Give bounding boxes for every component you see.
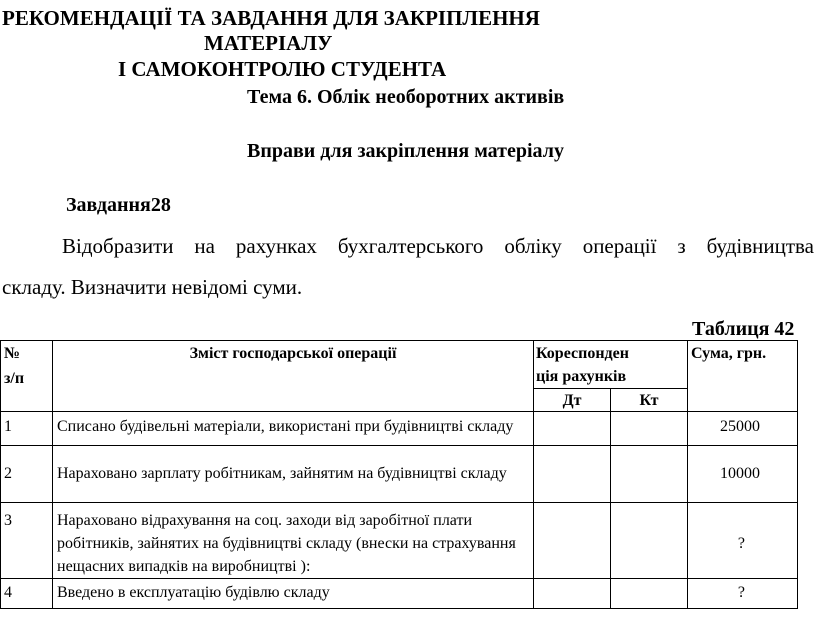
row-3-sum: ?: [737, 535, 745, 552]
row-3-text-line-3: нещасних випадків на виробництві ):: [57, 558, 311, 575]
topic-heading: Тема 6. Облік необоротних активів: [247, 86, 565, 108]
header-num-line-1: №: [4, 345, 21, 362]
row-1-bottom-line: [0, 445, 798, 446]
title-line-1: РЕКОМЕНДАЦІЇ ТА ЗАВДАННЯ ДЛЯ ЗАКРІПЛЕННЯ: [2, 6, 540, 30]
row-4-sum: ?: [737, 584, 745, 601]
row-3-bottom-line: [0, 578, 798, 579]
table-caption: Таблиця 42: [692, 318, 795, 340]
task-text-line-1: Відобразити на рахунках бухгалтерського обліку операції з будівництва: [62, 234, 814, 258]
row-4-text: Введено в експлуатацію будівлю складу: [57, 584, 330, 601]
row-3-num: 3: [4, 512, 12, 529]
table-border-left: [0, 340, 1, 609]
dt-column-line: [610, 388, 611, 609]
row-2-text: Нараховано зарплату робітникам, зайнятим на будівництві складу: [57, 465, 507, 482]
header-corr-line-1: Кореспонден: [536, 345, 629, 362]
title-line-3: І САМОКОНТРОЛЮ СТУДЕНТА: [118, 57, 447, 81]
table-border-right: [797, 340, 798, 609]
row-3-text-line-2: робітників, зайнятих на будівництві складу (внески на страхування: [57, 535, 516, 552]
row-1-sum: 25000: [720, 418, 760, 435]
header-sum: Сума, грн.: [691, 345, 767, 362]
row-2-num: 2: [4, 465, 12, 482]
header-kt: Кт: [639, 392, 659, 409]
header-num-line-2: з/п: [4, 370, 25, 387]
title-line-2: МАТЕРІАЛУ: [204, 31, 333, 55]
row-2-sum: 10000: [720, 465, 760, 482]
header-content: Зміст господарської операції: [189, 345, 397, 362]
row-2-bottom-line: [0, 502, 798, 503]
table-border-bottom: [0, 608, 798, 609]
row-1-text: Списано будівельні матеріали, використані при будівництві складу: [57, 418, 514, 435]
task-text-line-2: складу. Визначити невідомі суми.: [2, 275, 303, 299]
row-4-num: 4: [4, 584, 12, 601]
table-border-top: [0, 340, 798, 341]
operations-table: [0, 340, 798, 609]
content-column-line: [533, 340, 534, 609]
row-3-text-line-1: Нараховано відрахування на соц. заходи від заробітної плати: [57, 512, 473, 529]
task-label: Завдання28: [66, 194, 171, 216]
exercises-heading: Вправи для закріплення матеріалу: [247, 140, 564, 162]
num-column-line: [52, 340, 53, 609]
row-1-num: 1: [4, 418, 12, 435]
header-dt: Дт: [562, 392, 582, 409]
header-corr-line-2: ція рахунків: [536, 368, 627, 385]
